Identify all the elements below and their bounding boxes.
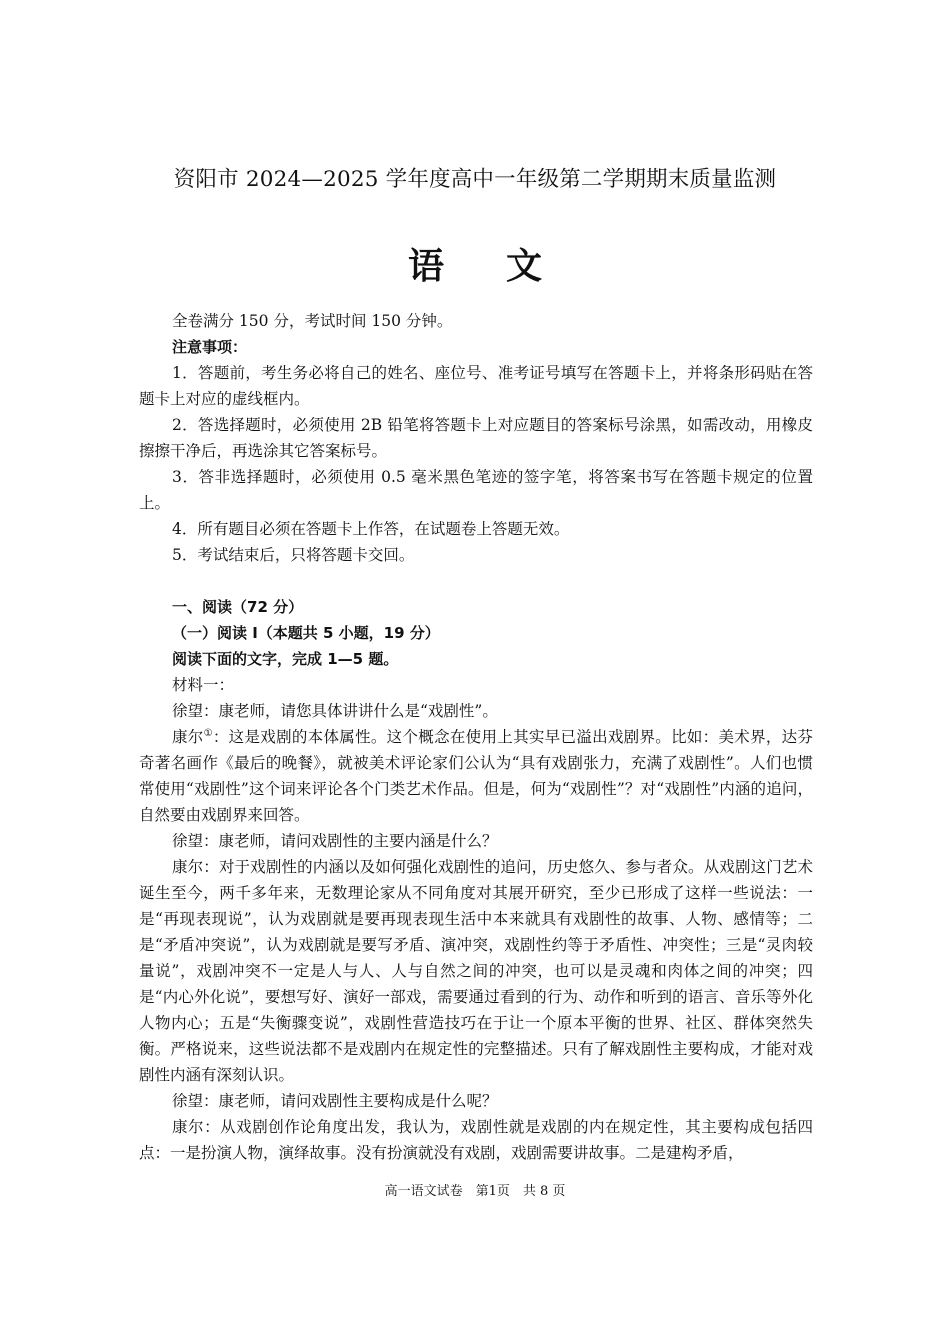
page-footer: 高一语文试卷 第1页 共 8 页 bbox=[384, 1184, 566, 1199]
paragraph-text: ：这是戏剧的本体属性。这个概念在使用上其实早已溢出戏剧界。比如：美术界，达芬奇著名画作《最后的晚餐》，就被美术评论家们公认为“具有戏剧张力，充满了戏剧性”。人们也惯常使用“戏剧性”这个词来评论各个门类艺术作品。但是，何为“戏剧性”？对“戏剧性”内涵的追问，自然要由戏剧界来回答。 bbox=[139, 728, 813, 824]
section-subheading: （一）阅读 I（本题共 5 小题，19 分） bbox=[172, 624, 440, 642]
article-paragraph-4: 康尔：对于戏剧性的内涵以及如何强化戏剧性的追问，历史悠久、参与者众。从戏剧这门艺术诞生至今，两千多年来，无数理论家从不同角度对其展开研究，至少已形成了这样一些说法：一是“再现表现说”，认为戏剧就是要再现表现生活中本来就具有戏剧性的故事、人物、感情等；二是“矛盾冲突说”，认为戏剧就是要写矛盾、演冲突，戏剧性约等于矛盾性、冲突性；三是“灵肉较量说”，戏剧冲突不一定是人与人、人与自然之间的冲突，也可以是灵魂和肉体之间的冲突；四是“内心外化说”，要想写好、演好一部戏，需要通过看到的行为、动作和听到的语言、音乐等外化人物内心；五是“失衡骤变说”，戏剧性营造技巧在于让一个原本平衡的世界、社区、群体突然失衡。严格说来，这些说法都不是戏剧内在规定性的完整描述。只有了解戏剧性主要构成，才能对戏剧性内涵有深刻认识。 bbox=[139, 858, 813, 1084]
footnote-marker: ① bbox=[203, 727, 213, 739]
material-label: 材料一： bbox=[172, 676, 235, 694]
notice-item-5: 5．考试结束后，只将答题卡交回。 bbox=[172, 546, 415, 564]
article-paragraph-1: 徐望：康老师，请您具体讲讲什么是“戏剧性”。 bbox=[172, 702, 498, 720]
full-score-line: 全卷满分 150 分，考试时间 150 分钟。 bbox=[172, 312, 453, 330]
exam-title: 资阳市 2024—2025 学年度高中一年级第二学期期末质量监测 bbox=[173, 167, 777, 192]
subject-title: 语文 bbox=[407, 246, 604, 287]
section-heading: 一、阅读（72 分） bbox=[172, 598, 304, 616]
section-spacer bbox=[139, 568, 813, 594]
notice-item-3: 3．答非选择题时，必须使用 0.5 毫米黑色笔迹的签字笔，将答案书写在答题卡规定的位置上。 bbox=[139, 468, 813, 512]
notice-item-2: 2．答选择题时，必须使用 2B 铅笔将答题卡上对应题目的答案标号涂黑，如需改动，用橡皮擦擦干净后，再选涂其它答案标号。 bbox=[139, 416, 813, 460]
article-paragraph-6: 康尔：从戏剧创作论角度出发，我认为，戏剧性就是戏剧的内在规定性，其主要构成包括四点：一是扮演人物，演绎故事。没有扮演就没有戏剧，戏剧需要讲故事。二是建构矛盾， bbox=[139, 1118, 813, 1162]
notice-item-1: 1．答题前，考生务必将自己的姓名、座位号、准考证号填写在答题卡上，并将条形码贴在答题卡上对应的虚线框内。 bbox=[139, 364, 813, 408]
speaker-name: 康尔 bbox=[172, 728, 204, 746]
article-paragraph-2 bbox=[139, 724, 813, 828]
notice-heading: 注意事项： bbox=[172, 338, 248, 356]
reading-instruction: 阅读下面的文字，完成 1—5 题。 bbox=[172, 650, 399, 668]
page-body bbox=[139, 308, 813, 1166]
article-paragraph-3: 徐望：康老师，请问戏剧性的主要内涵是什么？ bbox=[172, 832, 498, 850]
article-paragraph-5: 徐望：康老师，请问戏剧性主要构成是什么呢？ bbox=[172, 1092, 498, 1110]
notice-item-4: 4．所有题目必须在答题卡上作答，在试题卷上答题无效。 bbox=[172, 520, 570, 538]
